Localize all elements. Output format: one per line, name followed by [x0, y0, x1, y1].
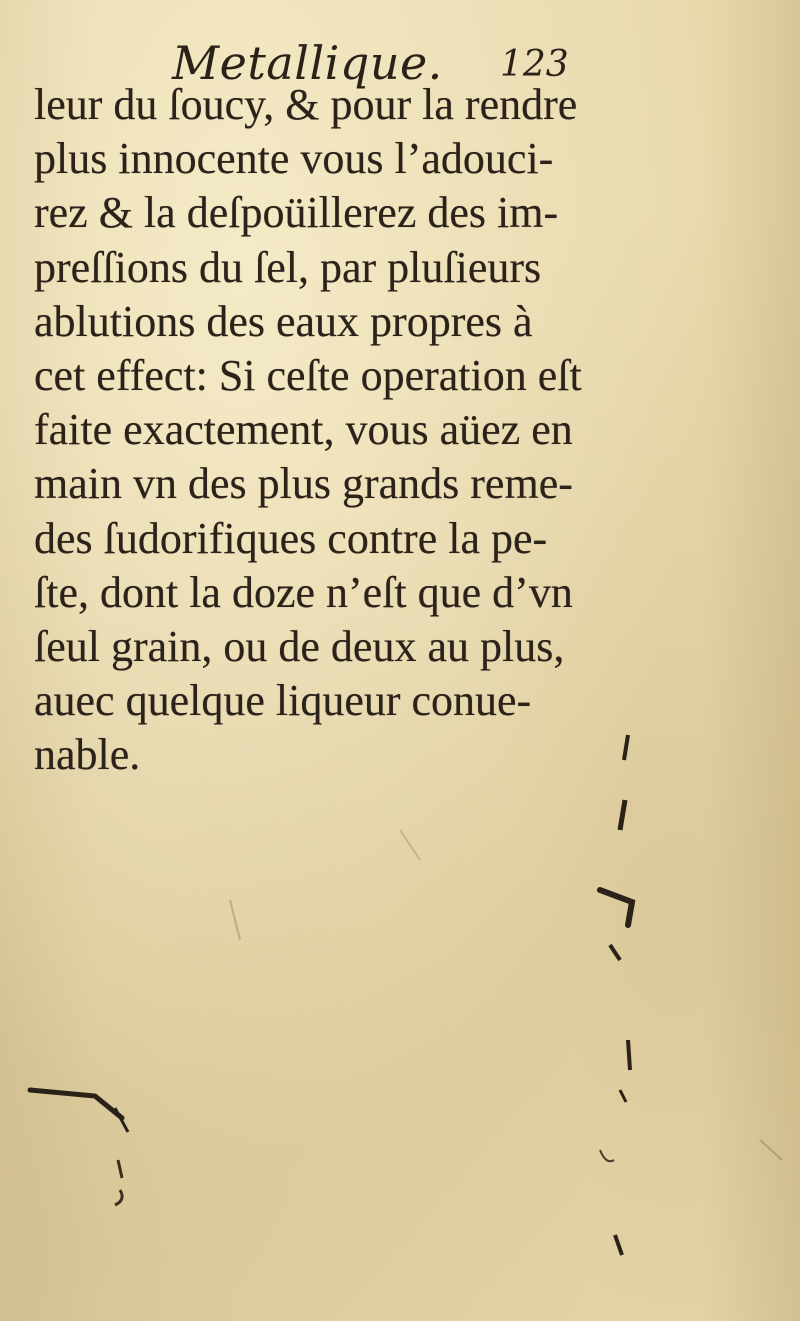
text-line: leur du ſoucy, & pour la rendre — [34, 80, 578, 129]
running-head-title: Metallique. — [172, 36, 443, 90]
text-line: ſte, dont la doze n’eſt que d’vn — [34, 567, 573, 617]
text-line: preſſions du ſel, par pluſieurs — [34, 242, 542, 292]
text-line: cet effect: Si ceſte operation eſt — [34, 350, 582, 400]
text-line: rez & la deſpoüillerez des im- — [34, 188, 559, 238]
text-line: nable. — [34, 730, 141, 780]
text-line: ablutions des eaux propres à — [34, 296, 533, 346]
text-line: des ſudorifiques contre la pe- — [34, 513, 548, 563]
text-line: main vn des plus grands reme- — [34, 459, 573, 509]
text-line: ſeul grain, ou de deux au plus, — [34, 621, 565, 671]
body-text — [34, 78, 594, 782]
text-line: faite exactement, vous aüez en — [34, 405, 573, 455]
text-line: auec quelque liqueur conue- — [34, 676, 532, 726]
text-line: plus innocente vous l’adouci- — [34, 134, 554, 184]
page-number: 123 — [500, 44, 569, 85]
